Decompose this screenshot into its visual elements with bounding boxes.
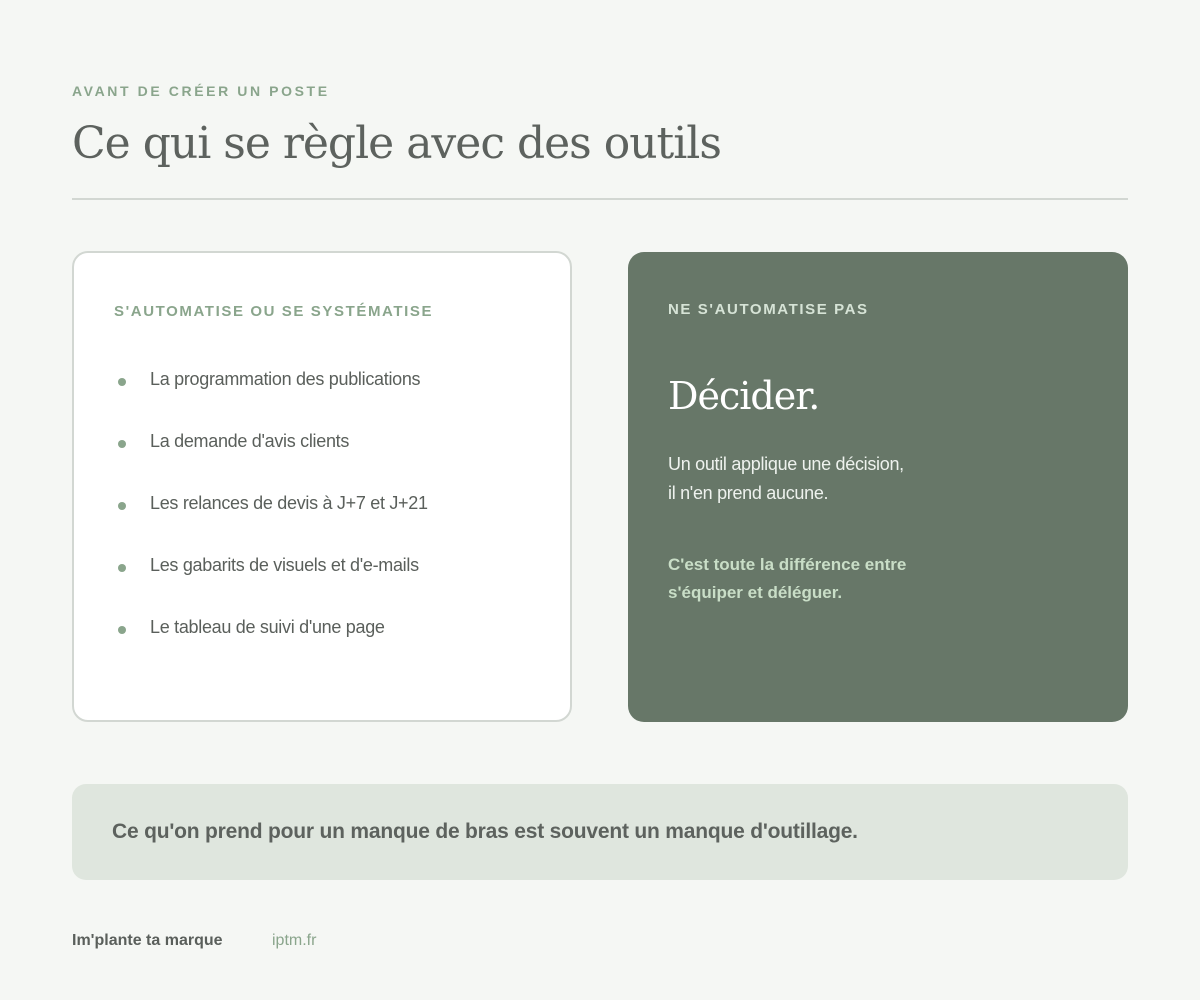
title-divider	[72, 198, 1128, 200]
automatable-card	[72, 251, 572, 722]
quote-text: Ce qu'on prend pour un manque de bras est souvent un manque d'outillage.	[112, 820, 858, 843]
list-item-label: Le tableau de suivi d'une page	[150, 617, 385, 637]
accent-text-line: C'est toute la différence entre	[668, 555, 907, 574]
bullet-dot-icon	[118, 440, 126, 448]
accent-text-line: s'équiper et déléguer.	[668, 583, 843, 602]
list-item-label: La programmation des publications	[150, 369, 421, 389]
quote-banner	[72, 784, 1128, 880]
list-item-label: Les relances de devis à J+7 et J+21	[150, 493, 428, 513]
page	[72, 0, 1128, 1000]
footer-website-link[interactable]: iptm.fr	[272, 932, 317, 949]
list-item-label: La demande d'avis clients	[150, 431, 350, 451]
page-title: Ce qui se règle avec des outils	[72, 118, 721, 169]
eyebrow-label: AVANT DE CRÉER UN POSTE	[72, 83, 330, 99]
bullet-dot-icon	[118, 378, 126, 386]
bullet-dot-icon	[118, 564, 126, 572]
list-item-label: Les gabarits de visuels et d'e-mails	[150, 555, 419, 575]
non-automatable-card	[628, 252, 1128, 722]
automatable-card-heading: S'AUTOMATISE OU SE SYSTÉMATISE	[114, 303, 434, 320]
bullet-dot-icon	[118, 502, 126, 510]
bullet-dot-icon	[118, 626, 126, 634]
body-text-line: il n'en prend aucune.	[668, 483, 829, 503]
footer-brand: Im'plante ta marque	[72, 932, 223, 949]
body-text-line: Un outil applique une décision,	[668, 454, 904, 474]
highlight-word: Décider.	[668, 374, 820, 418]
non-automatable-card-heading: NE S'AUTOMATISE PAS	[668, 301, 869, 318]
